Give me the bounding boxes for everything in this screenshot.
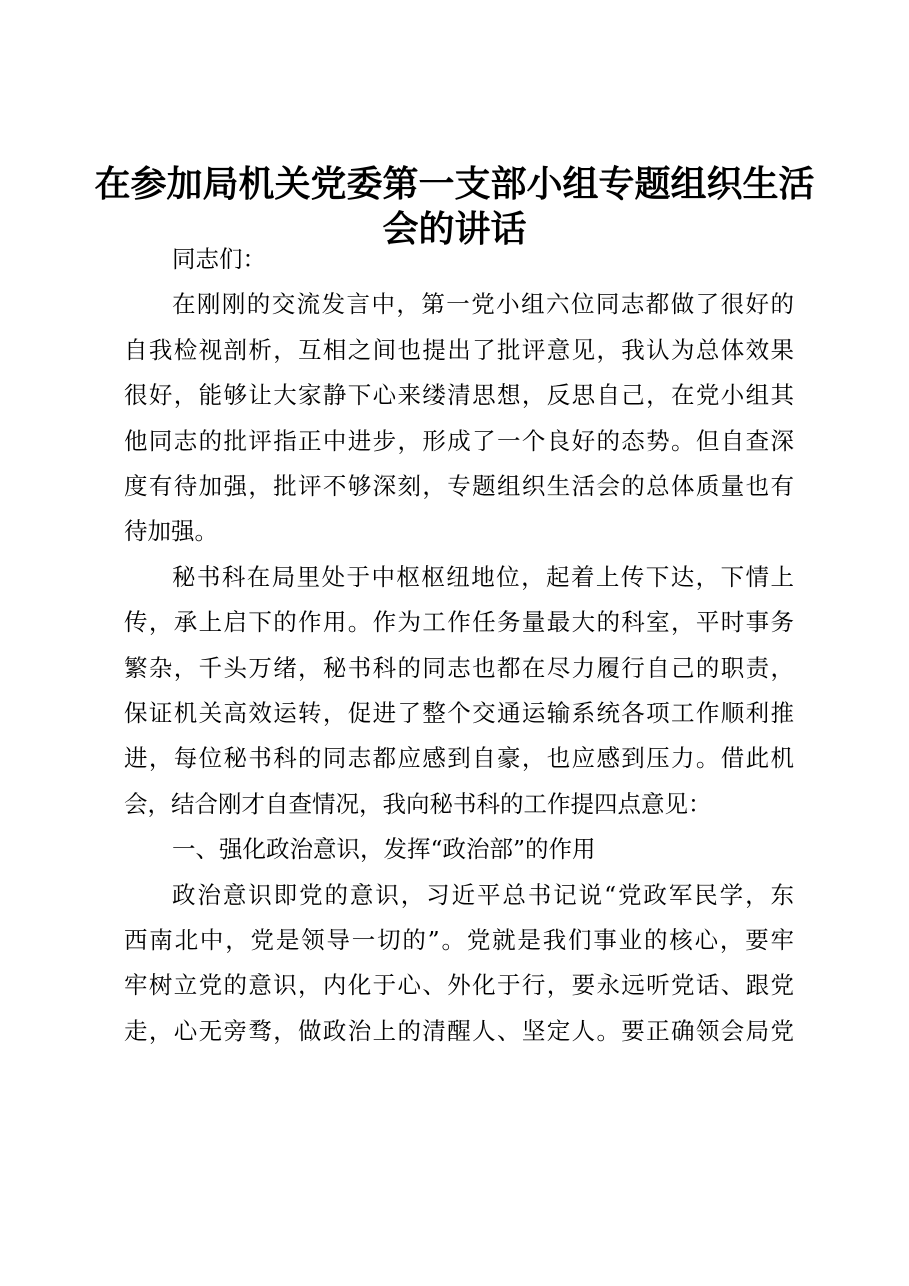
document-line: 自我检视剖析，互相之间也提出了批评意见，我认为总体效果 (124, 335, 794, 364)
document-line: 一、强化政治意识，发挥“政治部”的作用 (172, 835, 596, 864)
document-line: 很好，能够让大家静下心来缕清思想，反思自己，在党小组其 (124, 381, 794, 410)
document-line: 进，每位秘书科的同志都应感到自豪，也应感到压力。借此机 (124, 744, 794, 773)
document-line: 传，承上启下的作用。作为工作任务量最大的科室，平时事务 (124, 608, 794, 637)
document-line: 在刚刚的交流发言中，第一党小组六位同志都做了很好的 (172, 290, 794, 319)
document-line: 待加强。 (124, 517, 218, 546)
document-title-line-2: 会的讲话 (382, 209, 527, 250)
document-line: 政治意识即党的意识，习近平总书记说“党政军民学，东 (172, 880, 794, 909)
document-title-line-1: 在参加局机关党委第一支部小组专题组织生活 (94, 164, 815, 205)
document-line: 保证机关高效运转，促进了整个交通运输系统各项工作顺利推 (124, 699, 794, 727)
document-line: 同志们： (172, 245, 266, 273)
document-line: 繁杂，千头万绪，秘书科的同志也都在尽力履行自己的职责， (124, 653, 794, 682)
document-line: 秘书科在局里处于中枢枢纽地位，起着上传下达，下情上 (172, 562, 794, 591)
document-line: 西南北中，党是领导一切的”。党就是我们事业的核心，要牢 (124, 926, 794, 954)
document-line: 会，结合刚才自查情况，我向秘书科的工作提四点意见： (124, 789, 712, 818)
document-line: 他同志的批评指正中进步，形成了一个良好的态势。但自查深 (124, 426, 794, 455)
document-line: 走，心无旁骛，做政治上的清醒人、坚定人。要正确领会局党 (124, 1016, 794, 1045)
document-line: 度有待加强，批评不够深刻，专题组织生活会的总体质量也有 (124, 472, 794, 500)
document-line: 牢树立党的意识，内化于心、外化于行，要永远听党话、跟党 (124, 971, 794, 1000)
